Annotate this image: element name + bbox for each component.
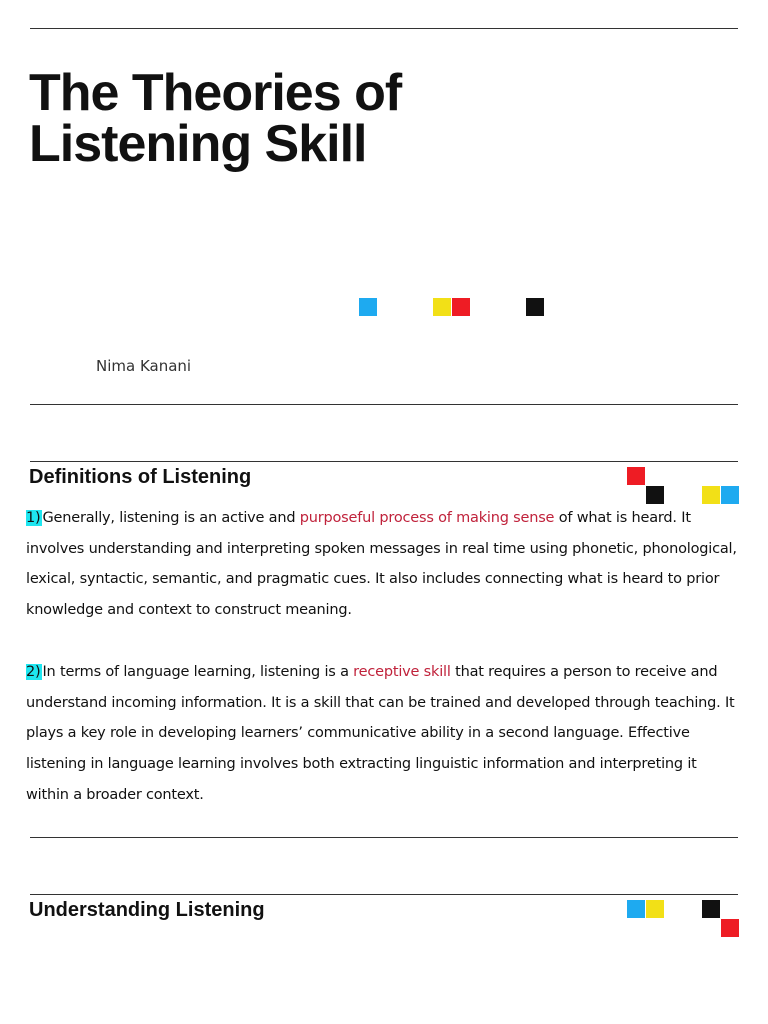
- cyan-square: [721, 486, 739, 504]
- paragraph-text: Generally, listening is an active and: [42, 510, 300, 526]
- black-square: [646, 486, 664, 504]
- paragraph-text: of what is heard. It involves understanding and interpreting spoken messages in real time using phonetic, phonological, lexical, syntactic, semantic, and pragmatic cues. It also includes connecting what is heard to prior knowledge and context to construct meaning.: [26, 510, 737, 619]
- yellow-square: [646, 900, 664, 918]
- black-square: [702, 900, 720, 918]
- cyan-square: [627, 900, 645, 918]
- red-square: [721, 919, 739, 937]
- yellow-square: [433, 298, 451, 316]
- emphasized-phrase: receptive skill: [353, 664, 451, 680]
- top-divider: [30, 28, 738, 29]
- emphasized-phrase: purposeful process of making sense: [299, 510, 555, 526]
- paragraph-number: 2): [26, 664, 41, 680]
- author-divider: [30, 404, 738, 405]
- section-1-divider: [30, 461, 738, 462]
- section-heading-definitions: Definitions of Listening: [29, 466, 252, 488]
- section-2-divider: [30, 894, 738, 895]
- paragraph-number: 1): [26, 510, 41, 526]
- section-1-end-divider: [30, 837, 738, 838]
- cyan-square: [359, 298, 377, 316]
- paragraph-text: In terms of language learning, listening is a: [42, 664, 354, 680]
- red-square: [627, 467, 645, 485]
- author-name: Nima Kanani: [96, 357, 192, 375]
- black-square: [526, 298, 544, 316]
- yellow-square: [702, 486, 720, 504]
- title-line-2: Listening Skill: [29, 115, 367, 173]
- red-square: [452, 298, 470, 316]
- definition-paragraph-1: [26, 503, 742, 626]
- definition-paragraph-2: [26, 657, 742, 811]
- title-line-1: The Theories of: [29, 64, 402, 122]
- paragraph-text: that requires a person to receive and understand incoming information. It is a skill that can be trained and developed through teaching. It plays a key role in developing learners’ communicative ability in a second language. Effective listening in language learning involves both extracting linguistic information and interpreting it within a broader context.: [26, 664, 735, 803]
- section-heading-understanding: Understanding Listening: [29, 899, 265, 921]
- page-title: [29, 64, 402, 173]
